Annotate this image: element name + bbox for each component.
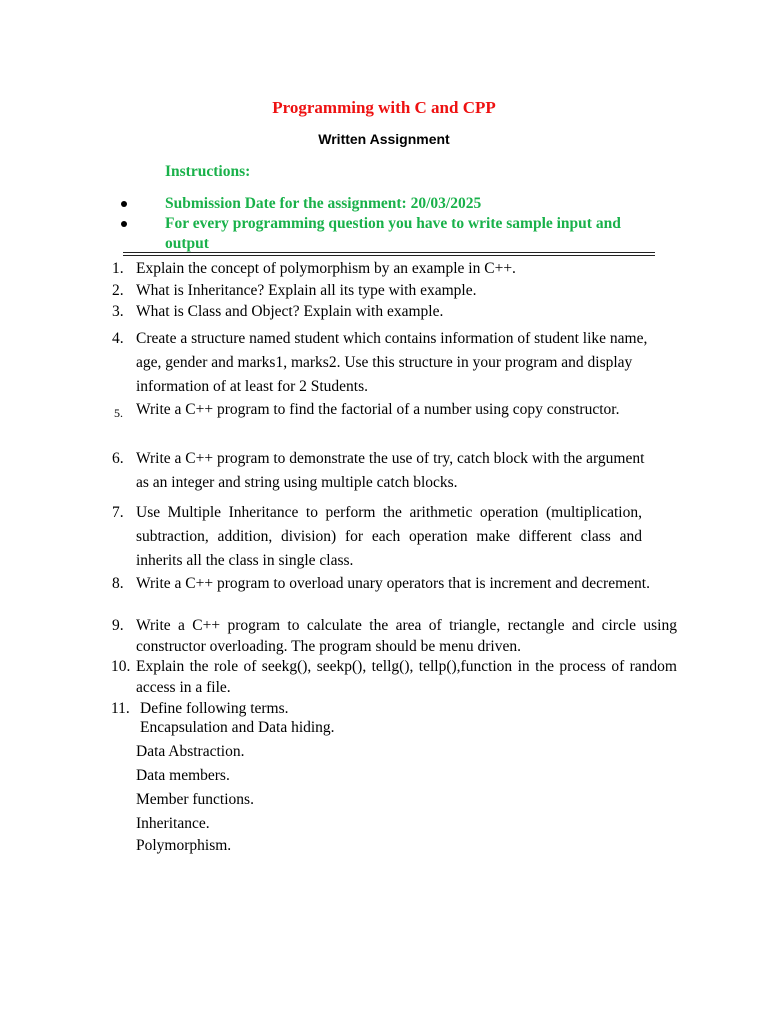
question-number: 9. [112, 617, 124, 634]
question-text: Write a C++ program to calculate the area of triangle, rectangle and circle using constructor overloading. The program should be menu driven. [136, 617, 677, 655]
question-text: Explain the role of seekg(), seekp(), tellg(), tellp(),function in the process of random access in a file. [136, 658, 677, 696]
question-number: 8. [112, 575, 124, 592]
question-number: 2. [112, 282, 124, 299]
question-text: Write a C++ program to overload unary operators that is increment and decrement. [136, 575, 650, 592]
divider-line [123, 255, 655, 256]
question-text: Create a structure named student which contains information of student like name, age, gender and marks1, marks2. Use this structure in your program and display information of at least for 2 Students. [136, 330, 648, 395]
instructions-list [0, 194, 768, 254]
term-item: Encapsulation and Data hiding. [140, 719, 335, 736]
document-subtitle: Written Assignment [318, 131, 450, 147]
term-item: Polymorphism. [136, 837, 232, 854]
term-item: Member functions. [136, 791, 254, 808]
question-text: Write a C++ program to find the factorial of a number using copy constructor. [136, 401, 620, 418]
term-item: Inheritance. [136, 815, 210, 832]
question-text: Define following terms. [140, 700, 289, 717]
question-text: What is Inheritance? Explain all its type with example. [136, 282, 477, 299]
question-text: Explain the concept of polymorphism by an example in C++. [136, 260, 516, 277]
instructions-heading: Instructions: [165, 163, 251, 180]
term-item: Data members. [136, 767, 230, 784]
question-number: 11. [111, 700, 130, 717]
question-number: 5. [114, 406, 123, 420]
question-text: What is Class and Object? Explain with example. [136, 303, 444, 320]
question-text: Use Multiple Inheritance to perform the arithmetic operation (multiplication, subtraction, addition, division) for each operation make different class and inherits all the class in single class. [136, 504, 642, 569]
instruction-item [0, 214, 665, 254]
term-item: Data Abstraction. [136, 743, 245, 760]
bullet-icon [121, 201, 127, 207]
question-number: 7. [112, 504, 124, 521]
question-number: 3. [112, 303, 124, 320]
divider-line [123, 252, 655, 253]
document-title: Programming with C and CPP [272, 98, 496, 117]
bullet-icon [121, 221, 127, 227]
instruction-text: Submission Date for the assignment: 20/03/2025 [165, 195, 482, 212]
instruction-text: For every programming question you have to write sample input and output [165, 215, 621, 252]
question-number: 6. [112, 450, 124, 467]
instruction-item [0, 194, 665, 214]
question-number: 4. [112, 330, 124, 347]
question-number: 10. [111, 658, 131, 675]
question-text: Write a C++ program to demonstrate the use of try, catch block with the argument as an integer and string using multiple catch blocks. [136, 450, 645, 491]
question-number: 1. [112, 260, 124, 277]
